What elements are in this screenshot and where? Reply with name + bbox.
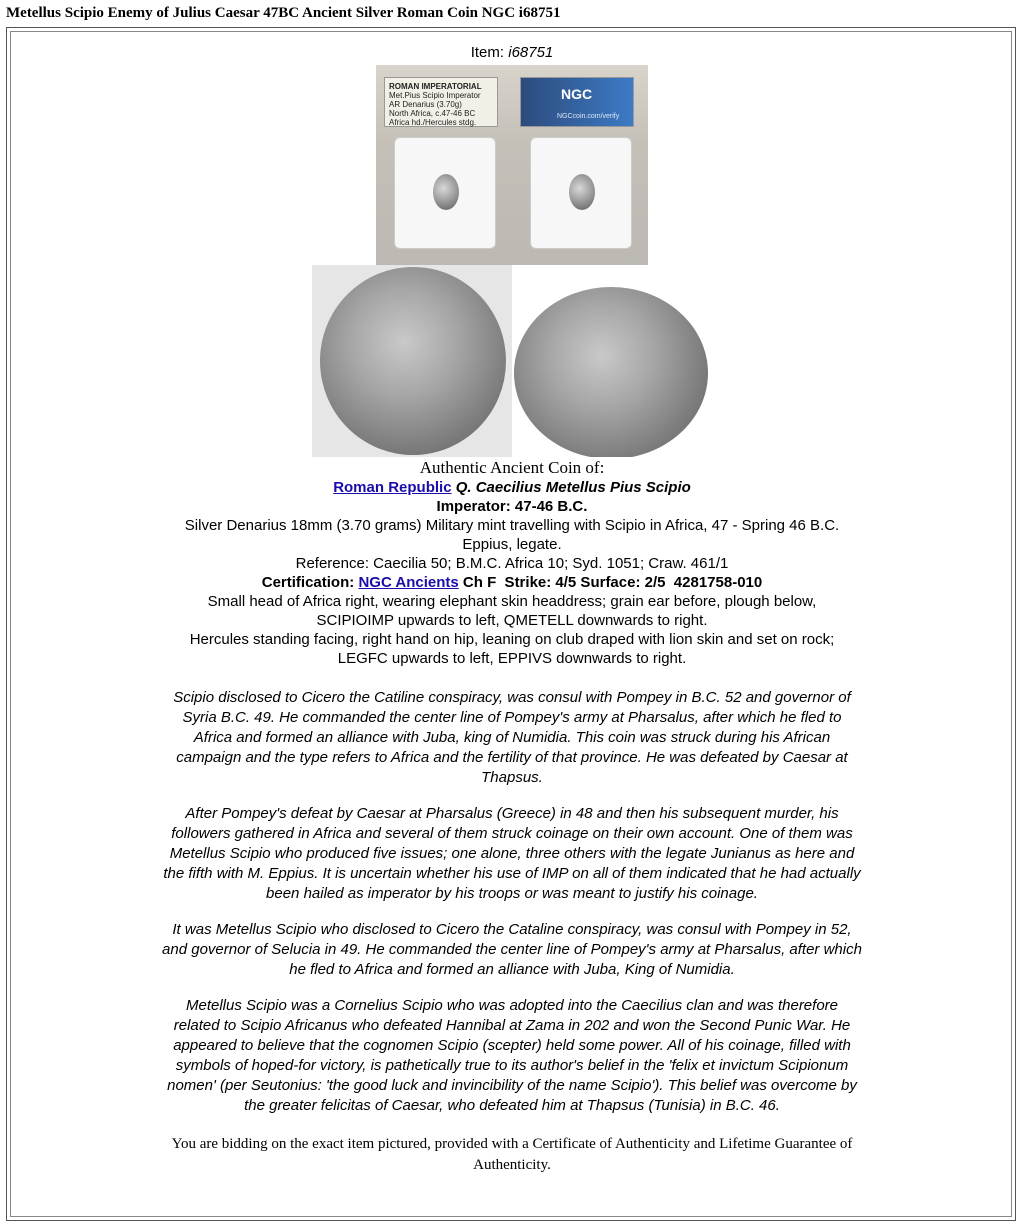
slab-back-photo [512, 65, 648, 265]
coin-obverse-photo [312, 265, 512, 457]
history-paragraph-3: It was Metellus Scipio who disclosed to Cicero the Cataline conspiracy, was consul with Pompey in 52, and governor of Selucia in 49. He commanded the center line of Pompey's army at Pharsalus, after which he fled to Africa and formed an alliance with Juba, King of Numidia. [162, 921, 862, 978]
slab-label-line: Africa hd./Hercules stdg. [389, 118, 477, 127]
certification-line [0, 573, 1024, 592]
roman-republic-link[interactable]: Roman Republic [333, 479, 452, 496]
specs-line-1: Silver Denarius 18mm (3.70 grams) Military mint travelling with Scipio in Africa, 47 - Spring 46 B.C. [184, 517, 840, 534]
history-paragraph-4: Metellus Scipio was a Cornelius Scipio who was adopted into the Caecilius clan and was therefore related to Scipio Africanus who defeated Hannibal at Zama in 202 and won the Second Punic War. He appeared to believe that the cognomen Scipio (scepter) held some power. All of his coinage, filled with symbols of hoped-for victory, is pathetically true to its author's belief in the 'felix et invictum Scipionum nomen' (per Seutonius: 'the good luck and invincibility of the name Scipio'). This belief was overcome by the greater felicitas of Caesar, who defeated him at Thapsus (Tunisia) in B.C. 46. [167, 997, 857, 1114]
reference-line: Reference: Caecilia 50; B.M.C. Africa 10; Syd. 1051; Craw. 461/1 [295, 555, 729, 572]
reverse-line-2: LEGFC upwards to left, EPPIVS downwards to right. [337, 650, 687, 667]
obverse-line-2: SCIPIOIMP upwards to left, QMETELL downwards to right. [316, 612, 708, 629]
ruler-line [0, 478, 1024, 497]
specs-line-2: Eppius, legate. [462, 536, 562, 553]
slab-photo-row [0, 65, 1024, 265]
listing-content [0, 44, 1024, 1176]
description-heading: Authentic Ancient Coin of: [419, 458, 605, 477]
slab-back-window [530, 137, 632, 249]
obverse-line-1: Small head of Africa right, wearing elephant skin headdress; grain ear before, plough below, [207, 593, 817, 610]
slab-label-line: Met.Pius Scipio Imperator [389, 91, 481, 100]
page-title: Metellus Scipio Enemy of Julius Caesar 47BC Ancient Silver Roman Coin NGC i68751 [6, 5, 561, 21]
cert-label: Certification: [261, 574, 359, 591]
item-id-line [0, 44, 1024, 62]
hercules-coin-image [514, 287, 708, 457]
slab-label-line: North Africa, c.47-46 BC [389, 109, 476, 118]
coin-obverse-small [433, 174, 459, 210]
item-id: i68751 [508, 44, 554, 61]
cert-grade: Ch F Strike: 4/5 Surface: 2/5 4281758-010 [458, 574, 763, 591]
authenticity-footer: You are bidding on the exact item pictured, provided with a Certificate of Authenticity and Lifetime Guarantee of Authenticity. [171, 1136, 853, 1173]
reverse-line-1: Hercules standing facing, right hand on hip, leaning on club draped with lion skin and set on rock; [189, 631, 835, 648]
slab-front-label [384, 77, 498, 127]
africa-head-coin-image [320, 267, 506, 455]
coin-reverse-photo [512, 265, 712, 457]
ngc-verify-url: NGCcoin.com/verify [557, 113, 620, 120]
ngc-logo-text: NGC [561, 86, 593, 102]
coin-photo-row [0, 265, 1024, 457]
history-paragraph-1: Scipio disclosed to Cicero the Catiline conspiracy, was consul with Pompey in B.C. 52 and governor of Syria B.C. 49. He commanded the center line of Pompey's army at Pharsalus, after which he fled to Africa and formed an alliance with Juba, king of Numidia. This coin was struck during his African campaign and the type refers to Africa and the fertility of that province. He was defeated by Caesar at Thapsus. [173, 689, 851, 786]
item-label: Item: [470, 44, 509, 61]
ruler-title: Imperator: 47-46 B.C. [436, 498, 588, 515]
slab-front-photo [376, 65, 512, 265]
slab-label-line: ROMAN IMPERATORIAL [389, 82, 482, 91]
ruler-name: Q. Caecilius Metellus Pius Scipio [455, 479, 691, 496]
slab-front-window [394, 137, 496, 249]
coin-reverse-small [569, 174, 595, 210]
ngc-logo-label [520, 77, 634, 127]
slab-label-line: AR Denarius (3.70g) [389, 100, 462, 109]
history-paragraph-2: After Pompey's defeat by Caesar at Pharsalus (Greece) in 48 and then his subsequent murder, his followers gathered in Africa and several of them struck coinage on their own account. One of them was Metellus Scipio who produced five issues; one alone, three others with the legate Junianus as here and the fifth with M. Eppius. It is uncertain whether his use of IMP on all of them indicated that he had actually been hailed as imperator by his troops or was meant to justify his coinage. [163, 805, 861, 902]
ngc-ancients-link[interactable]: NGC Ancients [358, 574, 459, 591]
